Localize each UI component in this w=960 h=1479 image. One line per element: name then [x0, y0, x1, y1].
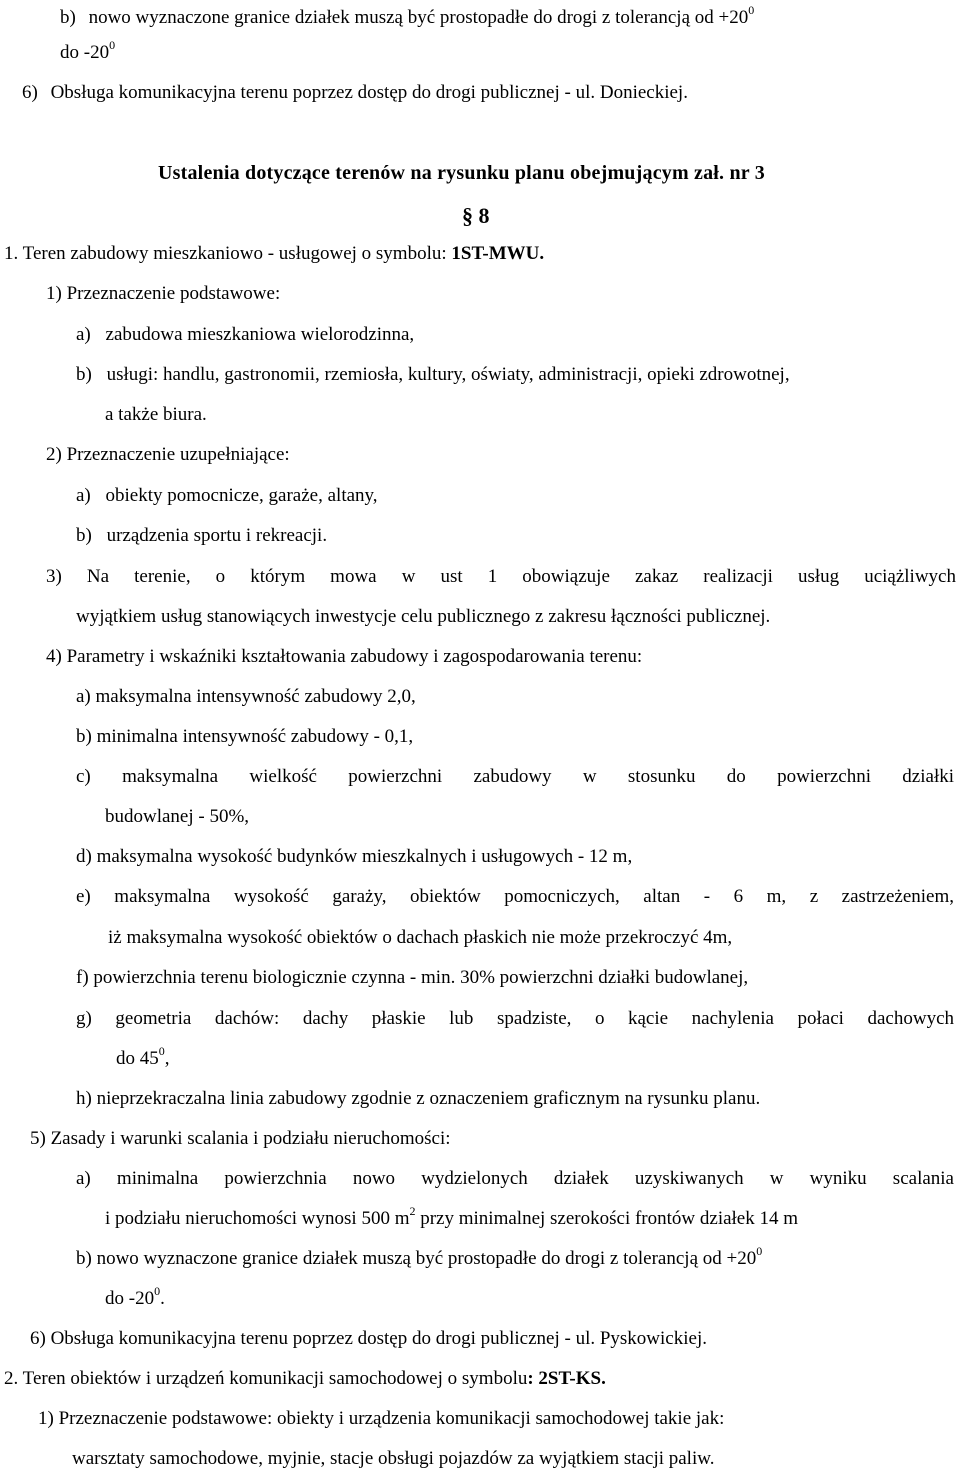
s1-point-5-a-cont: i podziału nieruchomości wynosi 500 $m^2$ przy minimalnej szerokości frontów działek 14 m — [105, 1203, 799, 1229]
s1-point-4-c: c) maksymalna wielkość powierzchni zabudowy w stosunku do powierzchni działki — [76, 766, 954, 787]
s1-point-4-c-cont: budowlanej - 50%, — [105, 806, 250, 827]
s1-point-1: 1) Przeznaczenie podstawowe: — [46, 283, 281, 304]
s1-point-4-g-cont: do $45^0$, — [116, 1043, 170, 1069]
s2-point-1-cont: warsztaty samochodowe, myjnie, stacje obsługi pojazdów za wyjątkiem stacji paliw. — [72, 1448, 715, 1469]
s1-point-4-a: a) maksymalna intensywność zabudowy 2,0, — [76, 686, 416, 707]
s1-point-4-d: d) maksymalna wysokość budynków mieszkalnych i usługowych - 12 m, — [76, 846, 633, 867]
s1-point-5-b-cont: do $-20^0$. — [105, 1283, 165, 1309]
section-heading: Ustalenia dotyczące terenów na rysunku planu obejmującym zał. nr 3 — [158, 162, 765, 184]
prev-item-b: b) nowo wyznaczone granice działek muszą być prostopadłe do drogi z tolerancją od $+20^0$ — [60, 2, 755, 28]
s1-point-1-b-cont: a także biura. — [105, 404, 207, 425]
prev-item-b-cont: do $-20^0$ — [60, 37, 116, 63]
s1-point-2: 2) Przeznaczenie uzupełniające: — [46, 444, 290, 465]
s1-point-3-cont: wyjątkiem usług stanowiących inwestycje celu publicznego z zakresu łączności publicznej. — [76, 606, 771, 627]
s1-point-4: 4) Parametry i wskaźniki kształtowania zabudowy i zagospodarowania terenu: — [46, 646, 643, 667]
prev-point-6: 6) Obsługa komunikacyjna terenu poprzez dostęp do drogi publicznej - ul. Donieckiej. — [22, 82, 688, 103]
s1-point-2-a: a) obiekty pomocnicze, garaże, altany, — [76, 485, 378, 506]
s1-point-4-h: h) nieprzekraczalna linia zabudowy zgodnie z oznaczeniem graficznym na rysunku planu. — [76, 1088, 761, 1109]
s1-point-4-f: f) powierzchnia terenu biologicznie czynna - min. 30% powierzchni działki budowlanej, — [76, 967, 749, 988]
s1-point-4-e-cont: iż maksymalna wysokość obiektów o dachach płaskich nie może przekroczyć 4m, — [108, 927, 733, 948]
s1-point-2-b: b) urządzenia sportu i rekreacji. — [76, 525, 328, 546]
s1-point-1-a: a) zabudowa mieszkaniowa wielorodzinna, — [76, 324, 415, 345]
s1-point-4-g: g) geometria dachów: dachy płaskie lub spadziste, o kącie nachylenia połaci dachowych — [76, 1008, 954, 1029]
section-1-title: 1. Teren zabudowy mieszkaniowo - usługowej o symbolu: 1ST-MWU. — [4, 243, 545, 264]
s1-point-5: 5) Zasady i warunki scalania i podziału nieruchomości: — [30, 1128, 451, 1149]
section-2-title: 2. Teren obiektów i urządzeń komunikacji samochodowej o symbolu: 2ST-KS. — [4, 1368, 606, 1389]
s2-point-1: 1) Przeznaczenie podstawowe: obiekty i urządzenia komunikacji samochodowej takie jak: — [38, 1408, 725, 1429]
s1-point-3: 3) Na terenie, o którym mowa w ust 1 obowiązuje zakaz realizacji usług uciążliwych — [46, 566, 956, 587]
s1-point-4-b: b) minimalna intensywność zabudowy - 0,1, — [76, 726, 414, 747]
s1-point-1-b: b) usługi: handlu, gastronomii, rzemiosła, kultury, oświaty, administracji, opieki zdrowotnej, — [76, 364, 790, 385]
paragraph-number: § 8 — [462, 203, 490, 228]
s1-point-4-e: e) maksymalna wysokość garaży, obiektów pomocniczych, altan - 6 m, z zastrzeżeniem, — [76, 886, 954, 907]
s1-point-6: 6) Obsługa komunikacyjna terenu poprzez dostęp do drogi publicznej - ul. Pyskowickiej. — [30, 1328, 707, 1349]
s1-point-5-a: a) minimalna powierzchnia nowo wydzielonych działek uzyskiwanych w wyniku scalania — [76, 1168, 954, 1189]
s1-point-5-b: b) nowo wyznaczone granice działek muszą być prostopadłe do drogi z tolerancją od $+20^0$ — [76, 1243, 763, 1269]
